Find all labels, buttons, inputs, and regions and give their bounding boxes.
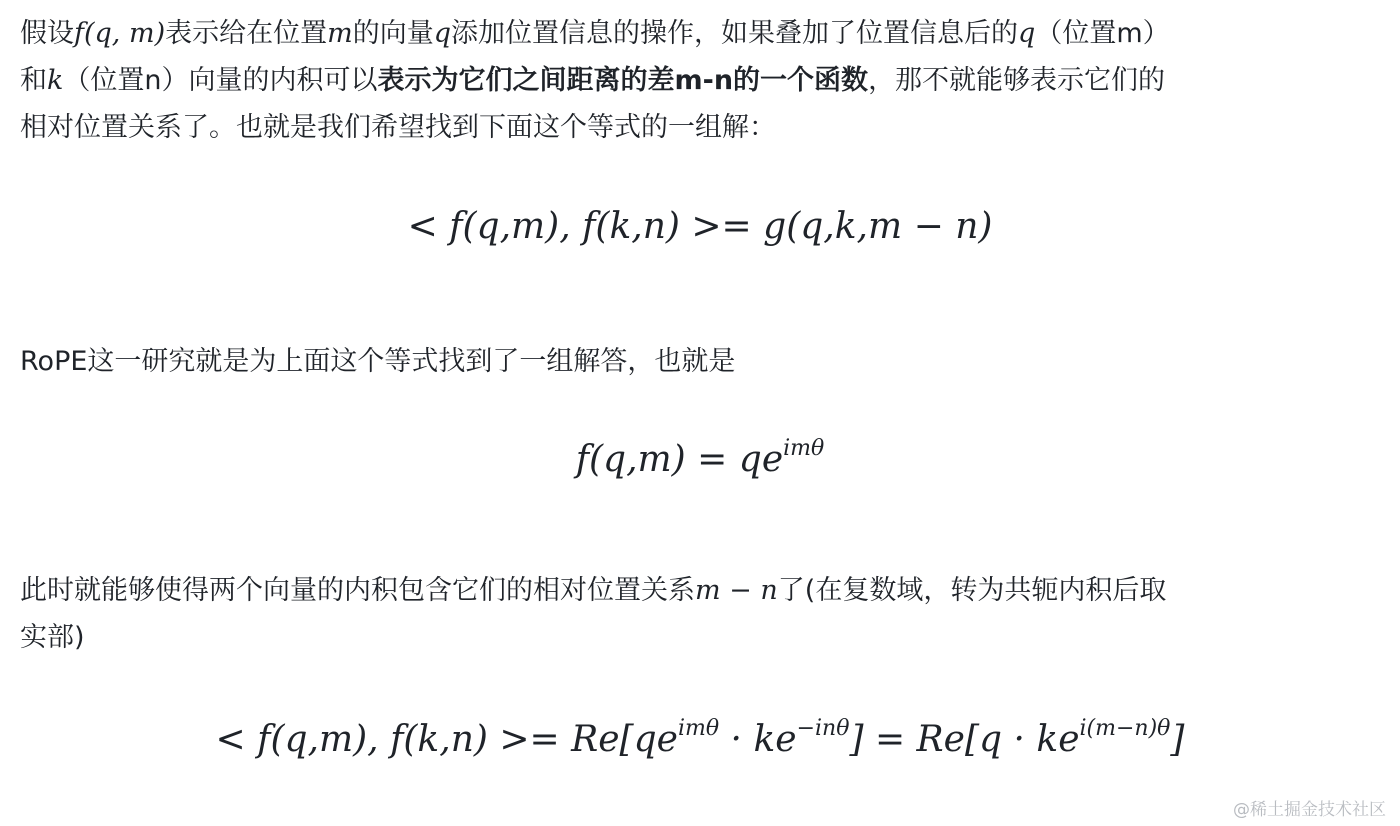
paragraph-definition — [20, 10, 1390, 151]
equation-text: · ke — [719, 719, 797, 760]
text-segment: 此时就能够使得两个向量的内积包含它们的相对位置关系 — [20, 575, 695, 606]
inline-math: q — [1018, 18, 1036, 49]
equation-superscript: imθ — [677, 716, 720, 741]
equation-inner-product — [0, 206, 1400, 247]
inline-math: f(q, m) — [74, 18, 166, 49]
inline-math: m — [327, 18, 353, 49]
paragraph-rope — [20, 338, 1390, 385]
text-segment: 了(在复数域，转为共轭内积后取 — [777, 575, 1167, 606]
paragraph-line-1 — [20, 567, 1390, 614]
paragraph-line-2: 实部) — [20, 622, 85, 653]
bold-emphasis: 表示为它们之间距离的差m-n的一个函数 — [377, 65, 869, 96]
equation-superscript: i(m−n)θ — [1079, 716, 1171, 741]
equation-text: ] — [1170, 719, 1185, 760]
text-segment: 的向量 — [352, 18, 434, 49]
text-segment: ，那不就能够表示它们的 — [868, 65, 1166, 96]
inline-math: q — [433, 18, 452, 49]
paragraph-line: RoPE这一研究就是为上面这个等式找到了一组解答，也就是 — [20, 346, 736, 377]
equation-text: < f(q,m), f(k,n) >= g(q,k,m − n) — [407, 206, 993, 247]
equation-real-part — [0, 716, 1400, 760]
watermark: @稀土掘金技术社区 — [1233, 800, 1386, 820]
text-segment: 添加位置信息的操作，如果叠加了位置信息后的 — [451, 18, 1019, 49]
inline-math: m − n — [695, 575, 778, 606]
equation-rope-solution — [0, 436, 1400, 480]
inline-math: k — [47, 65, 64, 96]
paragraph-relative-position — [20, 567, 1390, 661]
equation-superscript: imθ — [783, 436, 825, 461]
text-segment: （位置n）向量的内积可以 — [63, 65, 378, 96]
text-segment: 和 — [20, 65, 47, 96]
text-segment: （位置m） — [1035, 18, 1170, 49]
equation-text: < f(q,m), f(k,n) >= Re[qe — [215, 719, 678, 760]
equation-text: f(q,m) = qe — [575, 439, 784, 480]
equation-superscript: −inθ — [796, 716, 850, 741]
paragraph-line-2 — [20, 57, 1390, 104]
paragraph-line-3: 相对位置关系了。也就是我们希望找到下面这个等式的一组解： — [20, 112, 776, 143]
equation-text: ] = Re[q · ke — [849, 719, 1080, 760]
text-segment: 假设 — [20, 18, 74, 49]
text-segment: 表示给在位置 — [165, 18, 328, 49]
paragraph-line-1 — [20, 10, 1390, 57]
